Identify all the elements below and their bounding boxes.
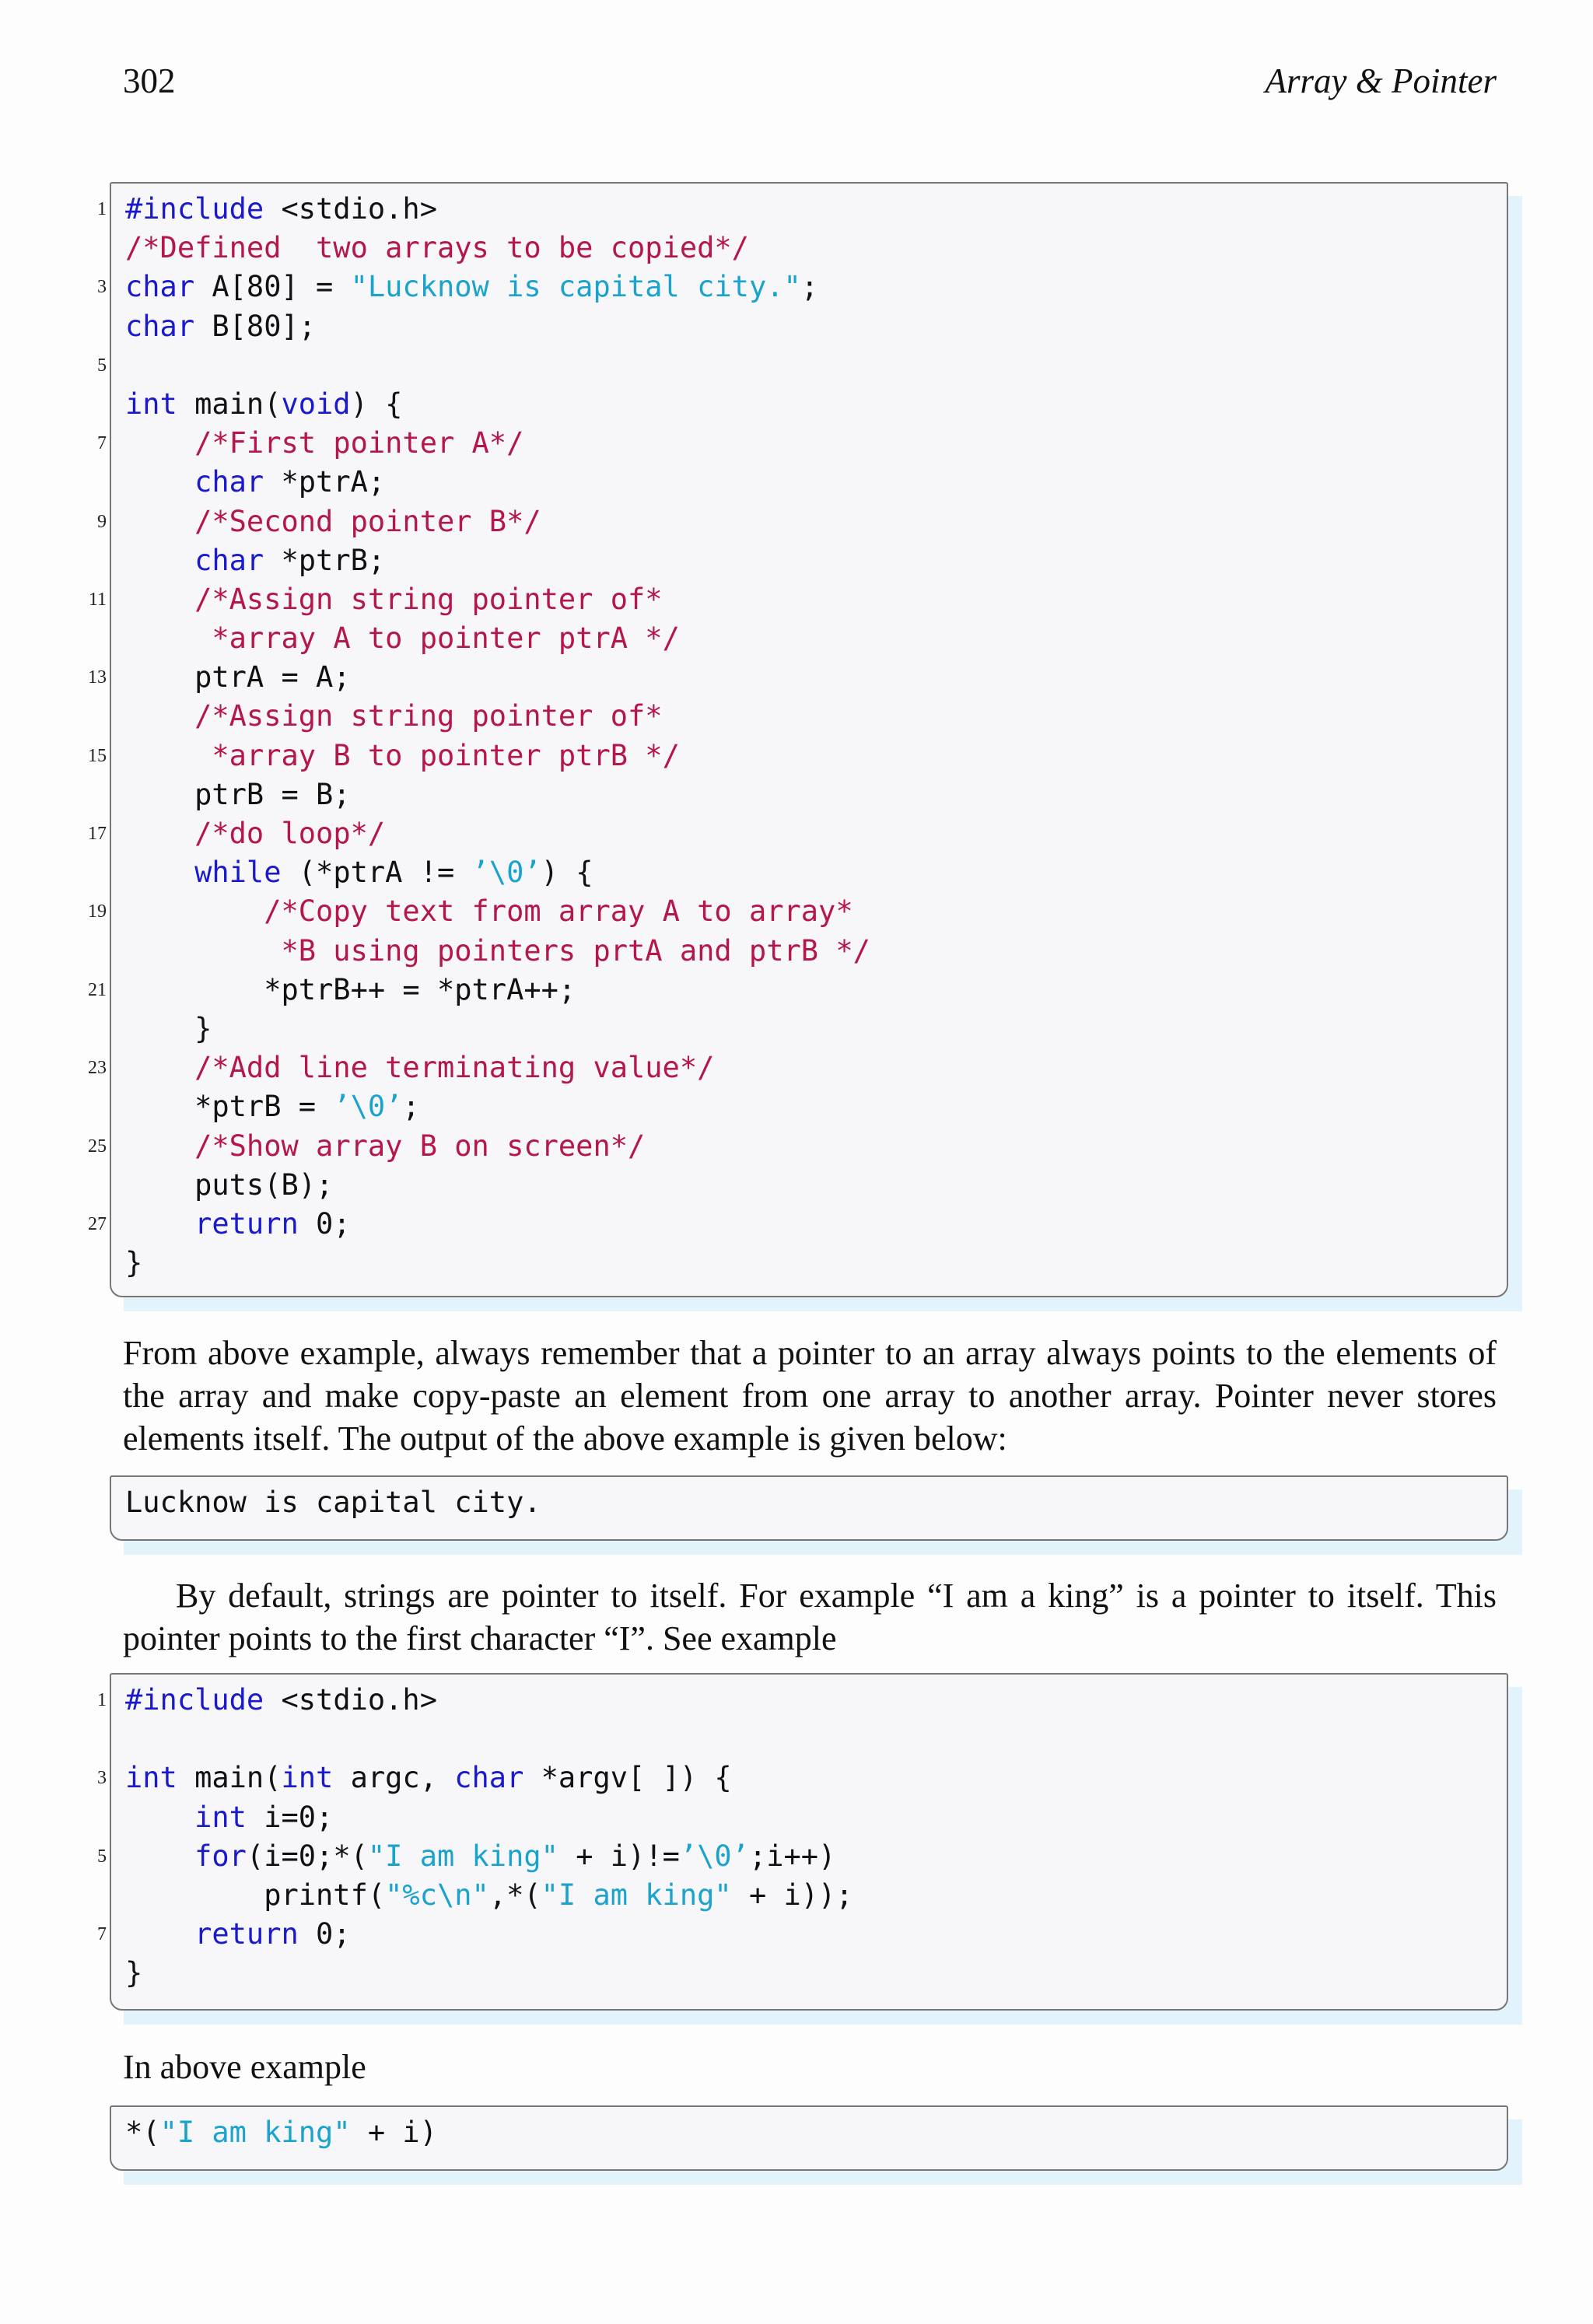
code-token: ptrA = A; xyxy=(125,660,351,695)
paragraph-strings-pointer xyxy=(123,1574,1497,1660)
code-line xyxy=(125,385,870,424)
code-line xyxy=(125,1798,853,1837)
line-number: 27 xyxy=(88,1213,107,1234)
code-token: + i)); xyxy=(731,1878,853,1912)
code-token xyxy=(125,505,194,538)
code-token: printf( xyxy=(125,1878,386,1912)
code-token: main( xyxy=(177,387,282,421)
line-number: 17 xyxy=(88,824,107,844)
code-line xyxy=(125,775,870,814)
code-token: ptrB = B; xyxy=(125,777,351,811)
paragraph-text: From above example, always remember that a pointer to an array always points to the elements of the array and make copy-paste an element from one array to another array. Pointer never stores elements itself. The output of the above example is given below: xyxy=(123,1334,1497,1458)
code-token xyxy=(125,1801,194,1834)
line-number: 1 xyxy=(97,1690,107,1710)
paragraph-text: In above example xyxy=(123,2048,366,2086)
code-token: char xyxy=(454,1761,524,1795)
code-token: "I am king" xyxy=(541,1878,732,1912)
code-token xyxy=(125,699,194,733)
code-token: 0; xyxy=(298,1206,351,1241)
code-token: ’\0’ xyxy=(679,1839,749,1873)
code-token xyxy=(125,621,212,655)
code-listing-string-pointer xyxy=(97,1673,1508,2011)
line-number: 3 xyxy=(97,1768,107,1789)
code-token: "Lucknow is capital city." xyxy=(350,270,801,304)
code-token: /*Assign string pointer of* xyxy=(194,699,663,733)
line-number: 13 xyxy=(88,667,107,688)
line-number: 3 xyxy=(97,277,107,298)
code-line xyxy=(125,1244,870,1283)
code-token xyxy=(125,544,194,577)
code-line xyxy=(125,853,870,892)
page-header xyxy=(123,61,1497,107)
code-line xyxy=(125,1876,853,1915)
code-line xyxy=(125,463,870,502)
running-title: Array & Pointer xyxy=(1265,61,1497,100)
code-token xyxy=(125,1129,194,1163)
code-token: } xyxy=(125,1011,212,1045)
page-number: 302 xyxy=(123,61,176,100)
code-token: *ptrA; xyxy=(264,465,386,499)
code-token xyxy=(125,1839,194,1873)
code-token: ,*( xyxy=(488,1878,541,1912)
code-token: /*Second pointer B*/ xyxy=(194,504,541,538)
code-line xyxy=(125,697,870,736)
line-number: 7 xyxy=(97,1924,107,1945)
code-line xyxy=(125,1720,853,1759)
code-line xyxy=(125,619,870,658)
code-token: /*do loop*/ xyxy=(194,817,386,850)
code-lines xyxy=(88,190,870,1283)
paragraph-text: By default, strings are pointer to itself. For example “I am a king” is a pointer to itself. This pointer points to the first character “I”. See example xyxy=(123,1577,1497,1657)
code-token xyxy=(125,465,194,499)
code-token: ) { xyxy=(350,387,403,421)
code-line xyxy=(97,346,870,385)
code-line xyxy=(97,1837,853,1876)
code-token xyxy=(125,817,194,850)
code-line xyxy=(125,541,870,580)
code-token: /*Copy text from array A to array* xyxy=(264,894,853,929)
line-number: 21 xyxy=(88,979,107,1000)
code-token: /*First pointer A*/ xyxy=(194,426,524,460)
code-token: argc, xyxy=(333,1761,455,1795)
code-line xyxy=(88,892,870,931)
code-line xyxy=(97,190,870,229)
code-token: <stdio.h> xyxy=(264,192,437,226)
code-token: *argv[ ]) { xyxy=(523,1761,732,1795)
code-listing-array-copy xyxy=(88,182,1508,1297)
code-line xyxy=(97,268,870,306)
code-token: *( xyxy=(125,2116,160,2149)
code-token xyxy=(125,739,212,772)
line-number: 19 xyxy=(88,901,107,922)
code-token: ; xyxy=(402,1090,420,1124)
code-token: #include xyxy=(125,1683,264,1717)
code-line xyxy=(88,658,870,697)
code-token xyxy=(125,934,281,968)
code-token: "I am king" xyxy=(367,1839,558,1873)
code-line xyxy=(88,737,870,775)
code-token: (i=0;*( xyxy=(246,1839,368,1873)
code-token: } xyxy=(125,1246,143,1280)
code-line xyxy=(88,814,870,853)
code-line xyxy=(97,424,870,463)
line-number: 15 xyxy=(88,745,107,766)
code-token: return xyxy=(194,1917,299,1951)
code-token: Lucknow is capital city. xyxy=(125,1486,541,1519)
code-token: /*Add line terminating value*/ xyxy=(194,1051,715,1085)
code-token: } xyxy=(125,1956,143,1990)
code-token: *array A to pointer ptrA */ xyxy=(212,621,680,656)
code-line xyxy=(125,1010,870,1048)
code-token xyxy=(125,894,264,928)
code-token: 0; xyxy=(298,1917,351,1951)
line-number: 25 xyxy=(88,1136,107,1157)
code-token: i=0; xyxy=(246,1800,334,1834)
code-line xyxy=(97,1759,853,1797)
code-token: A[80] = xyxy=(194,270,351,304)
code-line xyxy=(97,1915,853,1954)
code-token xyxy=(125,583,194,616)
code-token: + i)!= xyxy=(558,1839,680,1873)
code-token: ’\0’ xyxy=(471,856,541,890)
line-number: 23 xyxy=(88,1058,107,1079)
code-token: return xyxy=(194,1206,299,1241)
code-token: ) { xyxy=(541,856,593,890)
code-token: void xyxy=(281,387,351,421)
code-token: char xyxy=(125,309,195,343)
code-token: int xyxy=(125,387,177,421)
code-line xyxy=(125,1087,870,1126)
code-token: (*ptrA != xyxy=(281,856,472,890)
code-token: "%c\n" xyxy=(385,1878,489,1912)
code-token: <stdio.h> xyxy=(264,1683,437,1717)
code-token: int xyxy=(194,1800,247,1834)
code-line xyxy=(125,307,870,346)
code-token xyxy=(125,856,194,889)
code-token: ;i++) xyxy=(748,1839,836,1873)
code-token: char xyxy=(194,543,264,577)
code-token: *ptrB++ = *ptrA++; xyxy=(125,972,576,1006)
code-token: #include xyxy=(125,192,264,226)
code-line xyxy=(88,971,870,1010)
paragraph-in-above-example xyxy=(123,2046,1497,2088)
code-token: main( xyxy=(177,1761,282,1795)
line-number: 11 xyxy=(88,589,107,610)
code-token: "I am king" xyxy=(159,2116,351,2149)
code-token: /*Show array B on screen*/ xyxy=(194,1129,646,1163)
code-line xyxy=(125,1483,541,1522)
code-token: while xyxy=(194,856,282,890)
code-line xyxy=(88,1048,870,1087)
code-token: /*Assign string pointer of* xyxy=(194,582,663,616)
code-line xyxy=(97,502,870,541)
code-line xyxy=(88,1205,870,1244)
code-token: int xyxy=(125,1761,177,1795)
code-lines xyxy=(97,1681,853,1993)
code-line xyxy=(125,932,870,971)
code-line xyxy=(88,1127,870,1166)
code-token: puts(B); xyxy=(125,1167,334,1202)
line-number: 7 xyxy=(97,433,107,454)
paragraph-pointer-explanation xyxy=(123,1332,1497,1460)
line-number: 9 xyxy=(97,511,107,532)
code-token xyxy=(125,1207,194,1241)
code-token: ; xyxy=(800,270,819,304)
code-token: /*Defined two arrays to be copied*/ xyxy=(125,231,749,265)
code-token: *ptrB; xyxy=(264,543,386,577)
snippet-lines xyxy=(125,2113,437,2152)
code-token: + i) xyxy=(350,2116,437,2149)
code-token: ’\0’ xyxy=(333,1090,403,1124)
code-snippet-expression xyxy=(110,2105,1508,2171)
code-token xyxy=(125,1917,194,1951)
code-line xyxy=(125,1166,870,1205)
code-token xyxy=(125,1051,194,1084)
code-line xyxy=(97,1681,853,1720)
code-line xyxy=(125,229,870,268)
code-token: *B using pointers prtA and ptrB */ xyxy=(281,933,870,968)
code-line xyxy=(88,580,870,619)
code-token: int xyxy=(281,1761,334,1795)
code-line xyxy=(125,2113,437,2152)
output-lines xyxy=(125,1483,541,1522)
code-token xyxy=(125,426,194,460)
line-number: 5 xyxy=(97,355,107,376)
line-number: 5 xyxy=(97,1846,107,1867)
output-box xyxy=(110,1475,1508,1541)
line-number: 1 xyxy=(97,199,107,219)
code-token: *array B to pointer ptrB */ xyxy=(212,738,680,772)
code-line xyxy=(125,1954,853,1993)
code-token: char xyxy=(194,465,264,499)
code-token: B[80]; xyxy=(194,309,317,343)
code-token: for xyxy=(194,1839,247,1873)
code-token: *ptrB = xyxy=(125,1090,334,1124)
code-token: char xyxy=(125,270,195,304)
